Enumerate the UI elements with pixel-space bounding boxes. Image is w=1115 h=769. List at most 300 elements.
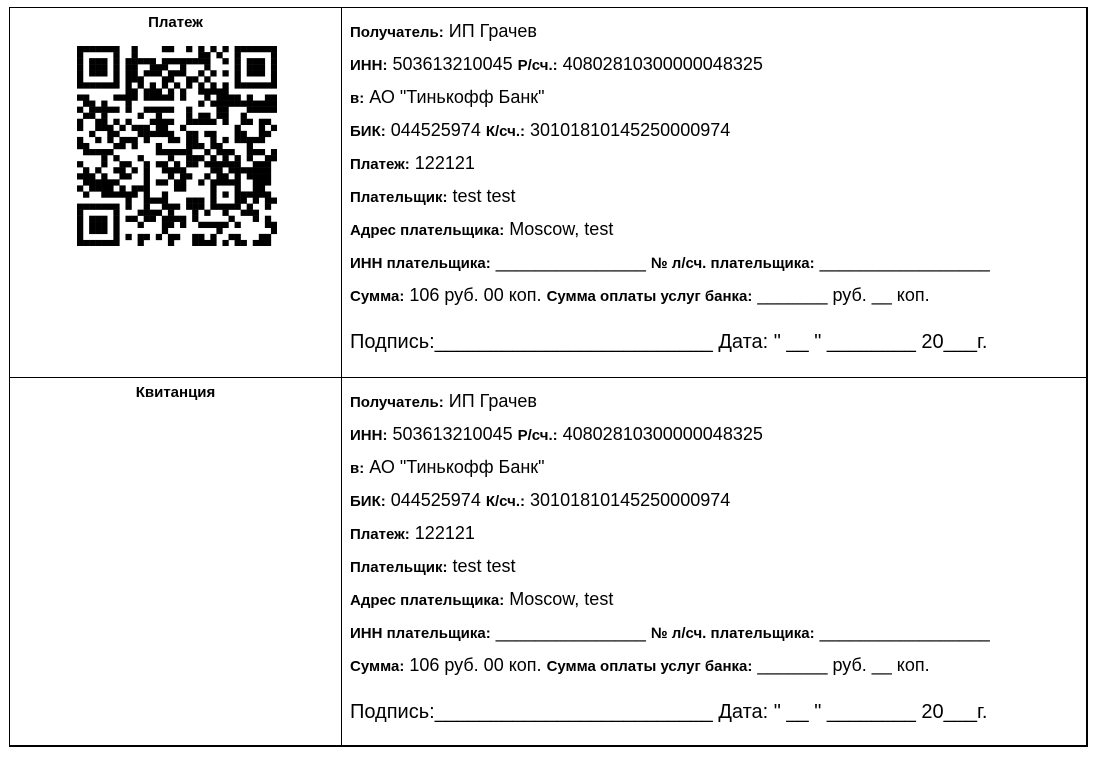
qr-module xyxy=(210,198,216,204)
qr-module xyxy=(265,46,271,52)
qr-module xyxy=(162,167,168,173)
qr-module xyxy=(253,240,259,246)
qr-module xyxy=(259,173,265,179)
qr-module xyxy=(259,234,265,240)
qr-module xyxy=(113,222,119,228)
signature-line: Подпись:_________________________ Дата: " __ " ________ 20___г. xyxy=(350,331,988,353)
address-row: Адрес плательщика: Moscow, test xyxy=(350,219,614,239)
qr-module xyxy=(180,173,186,179)
qr-module xyxy=(77,82,83,88)
qr-module xyxy=(235,155,241,161)
qr-module xyxy=(83,101,89,107)
qr-module xyxy=(107,179,113,185)
qr-module xyxy=(180,149,186,155)
qr-module xyxy=(150,82,156,88)
qr-module xyxy=(83,82,89,88)
qr-module xyxy=(150,119,156,125)
qr-module xyxy=(144,216,150,222)
qr-module xyxy=(229,204,235,210)
qr-module xyxy=(150,64,156,70)
qr-module xyxy=(241,167,247,173)
qr-module xyxy=(186,173,192,179)
qr-module xyxy=(247,94,253,100)
qr-module xyxy=(77,185,83,191)
qr-module xyxy=(192,119,198,125)
qr-module xyxy=(132,58,138,64)
qr-module xyxy=(235,46,241,52)
qr-module xyxy=(259,179,265,185)
qr-module xyxy=(77,137,83,143)
payer-row: Плательщик: test test xyxy=(350,556,516,576)
qr-module xyxy=(198,88,204,94)
qr-module xyxy=(253,161,259,167)
qr-module xyxy=(235,167,241,173)
qr-module xyxy=(77,70,83,76)
qr-module xyxy=(89,46,95,52)
qr-module xyxy=(235,204,241,210)
qr-module xyxy=(107,82,113,88)
qr-module xyxy=(113,82,119,88)
qr-module xyxy=(83,113,89,119)
qr-module xyxy=(174,137,180,143)
qr-module xyxy=(259,46,265,52)
qr-module xyxy=(265,94,271,100)
qr-module xyxy=(265,173,271,179)
qr-module xyxy=(132,64,138,70)
qr-module xyxy=(180,70,186,76)
qr-module xyxy=(77,173,83,179)
payment-row: Платеж: 122121 xyxy=(350,523,475,543)
qr-module xyxy=(95,125,101,131)
qr-module xyxy=(101,107,107,113)
qr-module xyxy=(95,107,101,113)
qr-module xyxy=(174,234,180,240)
qr-module xyxy=(174,58,180,64)
qr-module xyxy=(235,101,241,107)
payer-row: Плательщик: test test xyxy=(350,186,516,206)
qr-module xyxy=(222,222,228,228)
qr-module xyxy=(162,107,168,113)
qr-module xyxy=(156,143,162,149)
qr-module xyxy=(168,107,174,113)
qr-module xyxy=(89,179,95,185)
qr-module xyxy=(168,58,174,64)
qr-module xyxy=(198,240,204,246)
qr-module xyxy=(210,234,216,240)
qr-module xyxy=(95,240,101,246)
qr-module xyxy=(77,94,83,100)
qr-module xyxy=(125,88,131,94)
qr-module xyxy=(101,155,107,161)
qr-module xyxy=(95,137,101,143)
qr-module xyxy=(101,101,107,107)
qr-module xyxy=(265,234,271,240)
corr-value: 30101810145250000974 xyxy=(530,120,731,140)
qr-module xyxy=(89,222,95,228)
qr-module xyxy=(186,119,192,125)
qr-module xyxy=(174,70,180,76)
qr-module xyxy=(119,185,125,191)
qr-module xyxy=(113,119,119,125)
qr-module xyxy=(174,82,180,88)
qr-module xyxy=(204,173,210,179)
qr-module xyxy=(192,143,198,149)
qr-module xyxy=(271,52,277,58)
qr-module xyxy=(162,64,168,70)
qr-module xyxy=(186,137,192,143)
qr-module xyxy=(168,94,174,100)
sum-row: Сумма: 106 руб. 00 коп. Сумма оплаты услуг банка: _______ руб. __ коп. xyxy=(350,285,930,305)
qr-module xyxy=(216,94,222,100)
qr-module xyxy=(235,64,241,70)
qr-module xyxy=(156,94,162,100)
qr-module xyxy=(95,149,101,155)
bik-value: 044525974 xyxy=(390,490,481,510)
qr-module xyxy=(265,191,271,197)
qr-module xyxy=(247,204,253,210)
qr-module xyxy=(113,240,119,246)
qr-module xyxy=(265,198,271,204)
qr-module xyxy=(198,113,204,119)
qr-module xyxy=(77,240,83,246)
qr-module xyxy=(192,198,198,204)
qr-module xyxy=(132,185,138,191)
qr-module xyxy=(107,204,113,210)
qr-module xyxy=(107,191,113,197)
qr-module xyxy=(162,222,168,228)
qr-module xyxy=(113,70,119,76)
qr-module xyxy=(198,70,204,76)
qr-module xyxy=(186,198,192,204)
qr-module xyxy=(89,101,95,107)
qr-module xyxy=(77,204,83,210)
qr-module xyxy=(235,173,241,179)
qr-module xyxy=(180,222,186,228)
qr-module xyxy=(259,125,265,131)
qr-module xyxy=(156,179,162,185)
qr-module xyxy=(156,119,162,125)
qr-module xyxy=(144,234,150,240)
qr-module xyxy=(259,119,265,125)
qr-module xyxy=(83,46,89,52)
qr-module xyxy=(89,240,95,246)
qr-module xyxy=(253,191,259,197)
qr-module xyxy=(247,46,253,52)
qr-module xyxy=(107,125,113,131)
qr-module xyxy=(222,179,228,185)
qr-module xyxy=(125,234,131,240)
inn-row: ИНН: 503613210045 Р/сч.: 40802810300000048325 xyxy=(350,54,763,74)
qr-module xyxy=(216,88,222,94)
qr-module xyxy=(89,70,95,76)
qr-module xyxy=(247,173,253,179)
qr-module xyxy=(235,82,241,88)
qr-module xyxy=(216,113,222,119)
recipient-row: Получатель: ИП Грачев xyxy=(350,391,537,411)
qr-module xyxy=(168,210,174,216)
payment-section-title: Платеж xyxy=(148,14,203,31)
qr-module xyxy=(101,228,107,234)
qr-module xyxy=(77,222,83,228)
qr-module xyxy=(229,179,235,185)
qr-module xyxy=(204,240,210,246)
qr-module xyxy=(265,167,271,173)
qr-module xyxy=(222,137,228,143)
qr-module xyxy=(259,191,265,197)
qr-module xyxy=(113,191,119,197)
qr-module xyxy=(162,94,168,100)
qr-module xyxy=(186,155,192,161)
payment-form xyxy=(9,7,1088,747)
qr-module xyxy=(222,88,228,94)
payer-account-blank: _________________ xyxy=(819,252,990,272)
qr-module xyxy=(222,70,228,76)
qr-module xyxy=(259,101,265,107)
qr-module xyxy=(83,204,89,210)
qr-module xyxy=(125,94,131,100)
qr-module xyxy=(265,204,271,210)
address-row: Адрес плательщика: Moscow, test xyxy=(350,589,614,609)
qr-module xyxy=(241,240,247,246)
qr-module xyxy=(216,52,222,58)
qr-module xyxy=(144,204,150,210)
qr-module xyxy=(89,149,95,155)
qr-module xyxy=(119,173,125,179)
qr-module xyxy=(222,101,228,107)
qr-module xyxy=(222,119,228,125)
qr-module xyxy=(253,82,259,88)
qr-module xyxy=(101,82,107,88)
qr-module xyxy=(259,161,265,167)
qr-module xyxy=(144,179,150,185)
qr-module xyxy=(271,82,277,88)
qr-module xyxy=(259,240,265,246)
qr-module xyxy=(259,82,265,88)
qr-module xyxy=(162,149,168,155)
qr-module xyxy=(125,216,131,222)
qr-module xyxy=(144,88,150,94)
qr-module xyxy=(259,131,265,137)
qr-module xyxy=(247,137,253,143)
qr-module xyxy=(125,119,131,125)
bank-value: АО "Тинькофф Банк" xyxy=(369,457,545,477)
qr-module xyxy=(247,82,253,88)
qr-module xyxy=(95,216,101,222)
qr-module xyxy=(247,210,253,216)
qr-module xyxy=(89,58,95,64)
qr-module xyxy=(168,155,174,161)
qr-module xyxy=(83,173,89,179)
qr-module xyxy=(186,143,192,149)
qr-module xyxy=(77,228,83,234)
qr-module xyxy=(265,131,271,137)
qr-module xyxy=(132,143,138,149)
qr-module xyxy=(132,125,138,131)
qr-module xyxy=(192,161,198,167)
qr-module xyxy=(156,64,162,70)
qr-module xyxy=(113,64,119,70)
qr-module xyxy=(144,58,150,64)
qr-module xyxy=(119,137,125,143)
qr-module xyxy=(198,52,204,58)
qr-module xyxy=(150,58,156,64)
payer-inn-blank: _______________ xyxy=(495,252,646,272)
address-value: Moscow, test xyxy=(509,589,614,609)
qr-module xyxy=(156,131,162,137)
qr-module xyxy=(235,240,241,246)
qr-module xyxy=(174,179,180,185)
recipient-value: ИП Грачев xyxy=(448,21,537,41)
qr-module xyxy=(222,58,228,64)
qr-module xyxy=(192,131,198,137)
qr-module xyxy=(162,119,168,125)
qr-module xyxy=(132,94,138,100)
qr-module xyxy=(210,82,216,88)
qr-module xyxy=(192,210,198,216)
qr-module xyxy=(216,161,222,167)
qr-module xyxy=(89,173,95,179)
qr-module xyxy=(210,46,216,52)
qr-module xyxy=(125,137,131,143)
qr-module xyxy=(113,46,119,52)
account-value: 40802810300000048325 xyxy=(562,54,763,74)
qr-module xyxy=(107,240,113,246)
qr-module xyxy=(235,125,241,131)
qr-module xyxy=(198,58,204,64)
qr-module xyxy=(229,101,235,107)
qr-module xyxy=(235,76,241,82)
qr-module xyxy=(271,70,277,76)
qr-module xyxy=(83,94,89,100)
qr-module xyxy=(247,149,253,155)
qr-module xyxy=(180,216,186,222)
signature-line: Подпись:_________________________ Дата: " __ " ________ 20___г. xyxy=(350,701,988,723)
qr-module xyxy=(216,101,222,107)
qr-module xyxy=(113,155,119,161)
qr-module xyxy=(168,173,174,179)
qr-module xyxy=(204,131,210,137)
qr-module xyxy=(241,131,247,137)
qr-module xyxy=(265,179,271,185)
qr-module xyxy=(144,167,150,173)
qr-module xyxy=(174,216,180,222)
qr-module xyxy=(95,70,101,76)
qr-module xyxy=(162,204,168,210)
qr-module xyxy=(186,161,192,167)
qr-module xyxy=(253,167,259,173)
qr-module xyxy=(192,240,198,246)
qr-module xyxy=(95,46,101,52)
qr-module xyxy=(162,131,168,137)
qr-module xyxy=(253,58,259,64)
qr-module xyxy=(271,107,277,113)
qr-module xyxy=(247,191,253,197)
qr-module xyxy=(95,228,101,234)
qr-module xyxy=(204,210,210,216)
qr-module xyxy=(174,149,180,155)
qr-module xyxy=(144,94,150,100)
qr-code xyxy=(77,46,277,246)
bank-value: АО "Тинькофф Банк" xyxy=(369,87,545,107)
qr-module xyxy=(186,76,192,82)
qr-module xyxy=(138,82,144,88)
qr-module xyxy=(138,155,144,161)
qr-module xyxy=(271,228,277,234)
payment-value: 122121 xyxy=(414,153,475,173)
qr-module xyxy=(101,70,107,76)
qr-module xyxy=(144,161,150,167)
qr-module xyxy=(113,204,119,210)
qr-module xyxy=(265,216,271,222)
qr-module xyxy=(113,76,119,82)
qr-module xyxy=(265,161,271,167)
bik-row: БИК: 044525974 К/сч.: 30101810145250000974 xyxy=(350,490,731,510)
qr-module xyxy=(119,191,125,197)
qr-module xyxy=(180,167,186,173)
bik-row: БИК: 044525974 К/сч.: 30101810145250000974 xyxy=(350,120,731,140)
payer-inn-row: ИНН плательщика: _______________ № л/сч. плательщика: _________________ xyxy=(350,252,990,272)
qr-module xyxy=(150,198,156,204)
qr-module xyxy=(247,70,253,76)
qr-module xyxy=(77,143,83,149)
qr-module xyxy=(259,58,265,64)
qr-module xyxy=(162,46,168,52)
qr-module xyxy=(162,179,168,185)
qr-module xyxy=(192,216,198,222)
qr-module xyxy=(210,240,216,246)
qr-module xyxy=(198,222,204,228)
qr-module xyxy=(132,191,138,197)
qr-module xyxy=(162,161,168,167)
qr-module xyxy=(198,155,204,161)
account-value: 40802810300000048325 xyxy=(562,424,763,444)
qr-module xyxy=(77,107,83,113)
qr-module xyxy=(156,70,162,76)
qr-module xyxy=(83,167,89,173)
qr-module xyxy=(138,76,144,82)
qr-module xyxy=(77,76,83,82)
qr-module xyxy=(119,161,125,167)
qr-module xyxy=(198,198,204,204)
qr-module xyxy=(113,234,119,240)
qr-module xyxy=(222,173,228,179)
bik-value: 044525974 xyxy=(390,120,481,140)
qr-module xyxy=(113,167,119,173)
qr-module xyxy=(241,113,247,119)
qr-module xyxy=(192,76,198,82)
qr-module xyxy=(83,191,89,197)
inn-value: 503613210045 xyxy=(392,424,513,444)
qr-module xyxy=(241,137,247,143)
qr-module xyxy=(101,64,107,70)
qr-module xyxy=(235,179,241,185)
qr-module xyxy=(138,240,144,246)
qr-module xyxy=(132,76,138,82)
qr-module xyxy=(95,58,101,64)
qr-module xyxy=(95,204,101,210)
qr-module xyxy=(192,137,198,143)
qr-module xyxy=(150,131,156,137)
qr-module xyxy=(113,179,119,185)
qr-module xyxy=(271,155,277,161)
qr-module xyxy=(168,222,174,228)
qr-module xyxy=(235,191,241,197)
qr-module xyxy=(113,143,119,149)
qr-module xyxy=(241,210,247,216)
qr-module xyxy=(113,94,119,100)
qr-module xyxy=(204,64,210,70)
qr-module xyxy=(247,64,253,70)
